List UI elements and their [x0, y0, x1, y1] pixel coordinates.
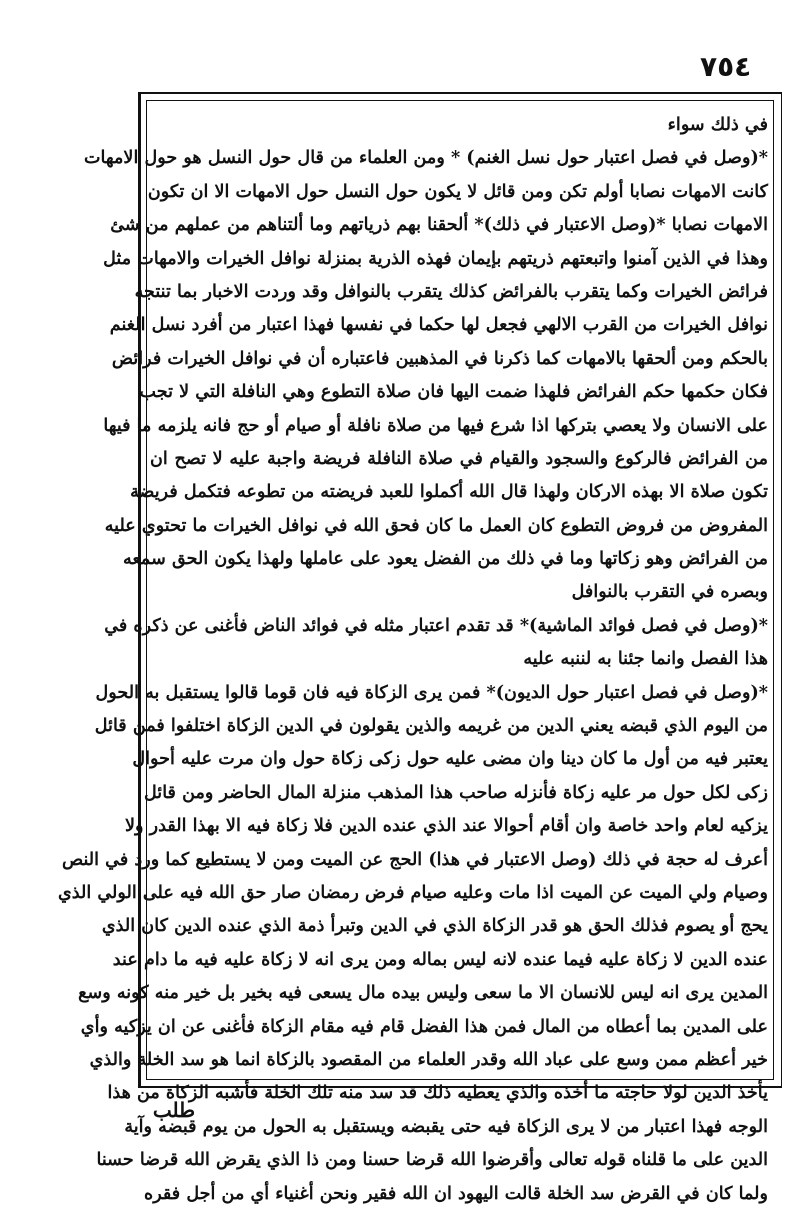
text-line: المفروض من فروض التطوع كان العمل ما كان فحق الله في نوافل الخيرات ما تحتوي عليه — [104, 514, 768, 536]
text-line: وبصره في التقرب بالنوافل — [571, 581, 768, 603]
text-line: *(وصل في فصل اعتبار حول نسل الغنم) * ومن العلماء من قال حول النسل هو حول الامهات — [83, 147, 768, 169]
text-line: في ذلك سواء — [667, 114, 768, 135]
text-line: نوافل الخيرات من القرب الالهي فجعل لها حكما في نفسها فهذا اعتبار من أفرد نسل الغنم — [109, 314, 768, 336]
text-line: بالحكم ومن ألحقها بالامهات كما ذكرنا في المذهبين فاعتباره أن في نوافل الخيرات فرائض — [111, 347, 768, 369]
text-line: المدين يرى انه ليس للانسان الا ما سعى وليس بيده مال يسعى فيه بخير بل خير منه كونه وسع — [78, 982, 768, 1004]
text-line: من الفرائض فالركوع والسجود والقيام في صلاة النافلة فريضة واجبة عليه لا تصح ان — [150, 447, 768, 469]
text-line: فرائض الخيرات وكما يتقرب بالفرائض كذلك يتقرب بالنوافل وقد وردت الاخبار بما تنتجه — [134, 280, 768, 302]
text-line: وهذا في الذين آمنوا واتبعتهم ذريتهم بإيمان فهذه الذرية بمنزلة نوافل الخيرات والامهات مثل — [103, 247, 768, 269]
text-line: على الانسان ولا يعصي بتركها اذا شرع فيها من صلاة نافلة أو صيام أو حج فانه يلزمه ما فيها — [103, 414, 768, 436]
text-line: يحج أو يصوم فذلك الحق هو قدر الزكاة الذي في الدين وتبرأ ذمة الذي عنده الدين كان الذي — [101, 915, 768, 937]
text-line: فكان حكمها حكم الفرائض فلهذا ضمت اليها فان صلاة التطوع وهي النافلة التي لا تجب — [139, 381, 768, 403]
text-line: زكى لكل حول مر عليه زكاة فأنزله صاحب هذا المذهب منزلة المال الحاضر ومن قائل — [143, 781, 768, 803]
text-line: وصيام ولي الميت عن الميت اذا مات وعليه صيام فرض رمضان صار حق الله فيه على الولي الذي — [57, 881, 768, 903]
text-line: تكون صلاة الا بهذه الاركان ولهذا قال الله أكملوا للعبد فريضته من تطوعه فتكمل فريضة — [130, 481, 768, 503]
text-line: *(وصل في فصل فوائد الماشية)* قد تقدم اعتبار مثله في فوائد الناض فأغنى عن ذكره في — [104, 614, 768, 636]
text-line: *(وصل في فصل اعتبار حول الديون)* فمن يرى الزكاة فيه فان قوما قالوا يستقبل به الحول — [95, 681, 768, 703]
page-number: ٧٥٤ — [700, 50, 752, 83]
text-line: من اليوم الذي قبضه يعني الدين من غريمه والذين يقولون في الدين الزكاة اختلفوا فمن قائل — [94, 715, 768, 737]
catchword: طلب — [152, 1098, 196, 1122]
text-line: ولما كان في القرض سد الخلة قالت اليهود ان الله فقير ونحن أغنياء أي من أجل فقره — [143, 1182, 768, 1204]
text-line: يعتبر فيه من أول ما كان دينا وان مضى عليه حول زكى زكاة حول وان مرت عليه أحوال — [132, 748, 768, 770]
text-line: من الفرائض وهو زكاتها وما في ذلك من الفضل يعود على عاملها ولهذا يكون الحق سمعه — [123, 548, 768, 570]
text-line: يزكيه لعام واحد خاصة وان أقام أحوالا عند الذي عنده الدين فلا زكاة فيه الا بهذا القدر ولا — [125, 815, 768, 837]
text-line: هذا الفصل وانما جئنا به لننبه عليه — [523, 648, 768, 670]
text-line: أعرف له حجة في ذلك (وصل الاعتبار في هذا) الحج عن الميت ومن لا يستطيع كما ورد في النص — [61, 848, 768, 870]
text-line: خير أعظم ممن وسع على عباد الله وقدر العلماء من المقصود بالزكاة انما هو سد الخلة والذي — [89, 1048, 768, 1070]
text-line: كانت الامهات نصابا أولم تكن ومن قائل لا يكون حول النسل حول الامهات الا ان تكون — [147, 180, 768, 202]
text-line: يأخذ الدين لولا حاجته ما أخذه والذي يعطيه ذلك قد سد منه تلك الخلة فأشبه الزكاة من هذا — [107, 1082, 768, 1104]
text-line: الدين على ما قلناه قوله تعالى وأقرضوا الله قرضا حسنا ومن ذا الذي يقرض الله قرضا حسنا — [96, 1149, 768, 1171]
text-line: الامهات نصابا *(وصل الاعتبار في ذلك)* ألحقنا بهم ذرياتهم وما ألتناهم من عملهم من شئ — [110, 214, 768, 236]
text-line: الوجه فهذا اعتبار من لا يرى الزكاة فيه حتى يقبضه ويستقبل به الحول من يوم قبضه وآية — [124, 1115, 768, 1137]
text-line: عنده الدين لا زكاة عليه فيما عنده لانه ليس بماله ومن يرى انه لا زكاة عليه فيه ما دام عند — [112, 948, 768, 970]
text-line: على المدين بما أعطاه من المال فمن هذا الفضل قام فيه مقام الزكاة فأغنى عن ان يزكيه وأي — [80, 1015, 768, 1037]
